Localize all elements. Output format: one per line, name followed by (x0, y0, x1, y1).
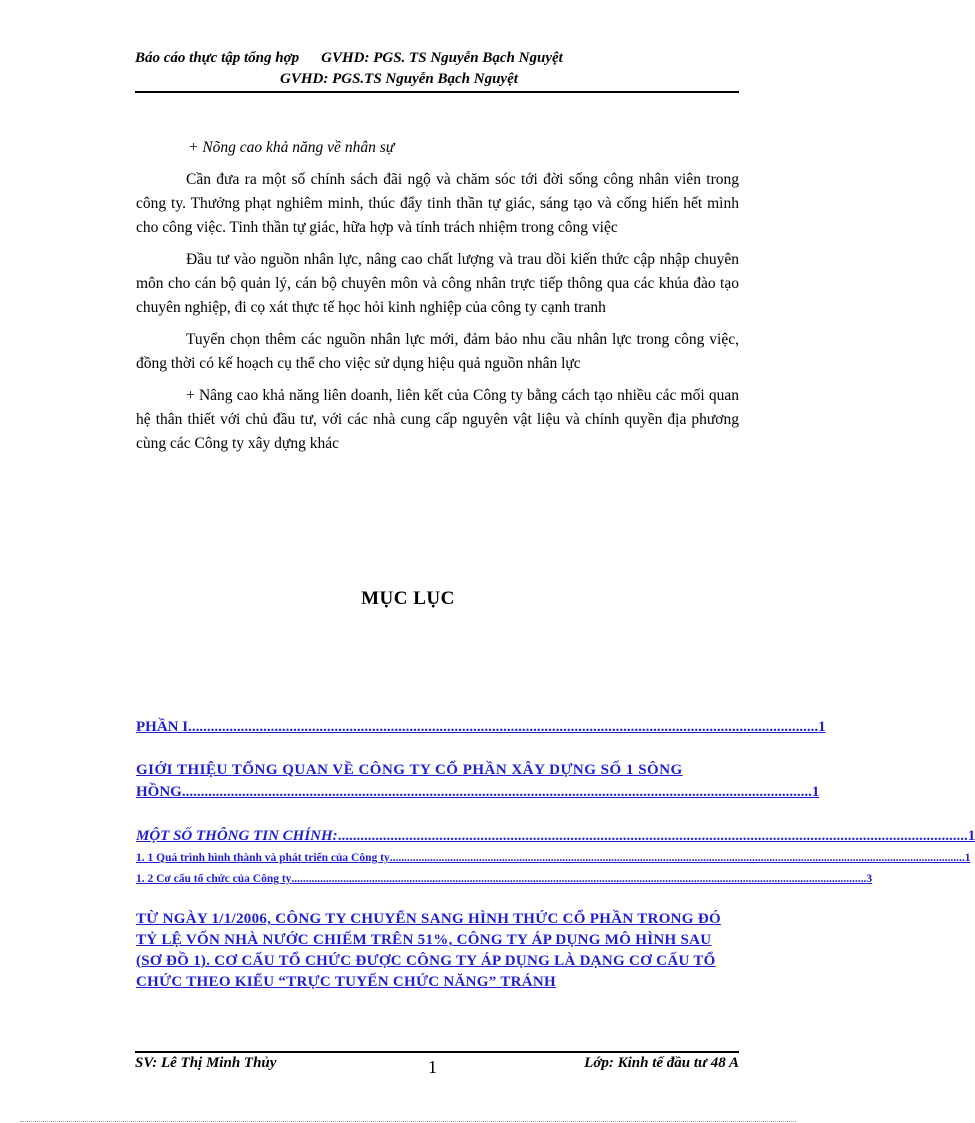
paragraph: + Nâng cao khả năng liên doanh, liên kết của Công ty bằng cách tạo nhiều các mối quan hệ thân thiết với chủ đầu tư, với các nhà cung cấp nguyên vật liệu và chính quyền địa phương cùng các Công ty xây dựng khác (136, 387, 739, 452)
toc-entry-thong-tin[interactable] (136, 825, 975, 847)
toc-leader: ........................................................................................................................................................................ (337, 828, 968, 844)
student-name: SV: Lê Thị Minh Thủy (135, 1055, 277, 1071)
toc-entry-1-1[interactable] (136, 849, 971, 867)
toc-label: PHẦN I (136, 719, 189, 735)
toc-entry-long[interactable] (136, 909, 739, 993)
supervisor-label-repeat: GVHD: PGS.TS Nguyễn Bạch Nguyệt (280, 71, 518, 87)
toc-page: 3 (866, 873, 873, 885)
toc-leader: ........................................................................................................................................................................................................ (291, 873, 867, 885)
paragraph: Đầu tư vào nguồn nhân lực, nâng cao chất lượng và trau dồi kiến thức cập nhập chuyên môn cho cán bộ quản lý, cán bộ chuyên môn và công nhân trực tiếp thông qua các khúa đào tạo chuyên nghiệp, đi cọ xát thực tế học hỏi kinh nghiệp của công ty cạnh tranh (136, 251, 739, 316)
toc-entry-gioi-thieu[interactable] (136, 759, 820, 803)
toc-label: 1. 1 Quá trình hình thành và phát triển của Công ty (136, 852, 390, 864)
toc-label: GIỚI THIỆU TỔNG QUAN VỀ CÔNG TY CỔ PHẦN XÂY DỰNG SỐ 1 SÔNG (136, 762, 683, 778)
toc-entry-phan-1[interactable] (136, 716, 826, 738)
toc-page: 1 (964, 852, 971, 864)
toc-label: 1. 2 Cơ cấu tổ chức của Công ty (136, 873, 292, 885)
toc-label: TỪ NGÀY 1/1/2006, CÔNG TY CHUYỂN SANG HÌNH THỨC CỔ PHẦN TRONG ĐÓ TỶ LỆ VỐN NHÀ NƯỚC CHIẾM TRÊN 51%, CÔNG TY ÁP DỤNG MÔ HÌNH SAU (SƠ ĐỒ 1). CƠ CẤU TỔ CHỨC ĐƯỢC CÔNG TY ÁP DỤNG LÀ DẠNG CƠ CẤU TỔ CHỨC THEO KIỂU “TRỰC TUYẾN CHỨC NĂNG” TRÁNH (136, 911, 721, 990)
toc-title: MỤC LỤC (361, 588, 455, 609)
toc-page: 1 (967, 828, 975, 844)
body-text (136, 136, 739, 464)
toc-leader: ........................................................................................................................................................................ (188, 719, 819, 735)
paragraph: Cần đưa ra một số chính sách đãi ngộ và chăm sóc tới đời sống công nhân viên trong công ty. Thưởng phạt nghiêm minh, thúc đẩy tinh thần tự giác, sáng tạo và cống hiến hết mình cho công việc. Tinh thần tự giác, hữa hợp và tính trách nhiệm trong công việc (136, 171, 739, 236)
toc-page: 1 (818, 719, 826, 735)
page-bottom-border (20, 1121, 796, 1122)
footer-rule (135, 1051, 739, 1053)
header-rule (135, 91, 739, 93)
toc-leader: ........................................................................................................................................................................ (181, 784, 812, 800)
toc-label: HỒNG (136, 784, 182, 800)
toc-leader: ........................................................................................................................................................................................................ (389, 852, 965, 864)
toc-page: 1 (811, 784, 820, 800)
page-number: 1 (428, 1057, 437, 1077)
toc-label: MỘT SỐ THÔNG TIN CHÍNH: (136, 828, 338, 844)
paragraph: Tuyển chọn thêm các nguồn nhân lực mới, đảm bảo nhu cầu nhân lực trong công việc, đồng thời có kế hoạch cụ thể cho việc sử dụng hiệu quả nguồn nhân lực (136, 331, 739, 372)
page-header (135, 48, 739, 90)
class-label: Lớp: Kinh tế đầu tư 48 A (584, 1055, 739, 1071)
subheading: + Nõng cao khả năng về nhân sự (188, 139, 395, 156)
report-title: Báo cáo thực tập tổng hợp (135, 50, 300, 66)
toc-entry-1-2[interactable] (136, 870, 873, 888)
page-footer (135, 1055, 739, 1079)
supervisor-label: GVHD: PGS. TS Nguyễn Bạch Nguyệt (321, 50, 563, 66)
